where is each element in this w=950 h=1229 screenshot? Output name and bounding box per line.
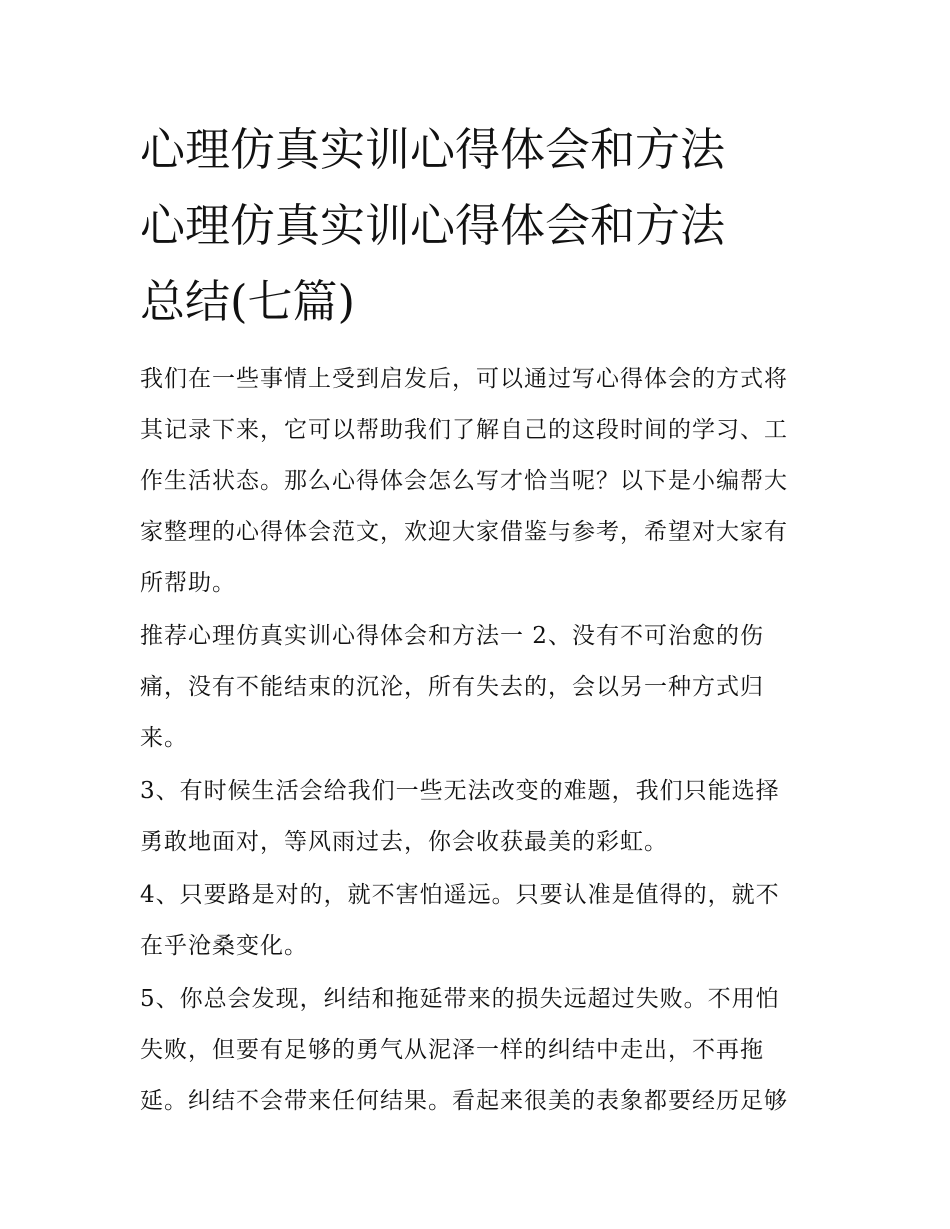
text-line: 失败，但要有足够的勇气从泥泽一样的纠结中走出，不再拖 [140, 1037, 764, 1063]
paragraph-item-4 [140, 870, 820, 972]
title-line: 心理仿真实训心得体会和方法 [140, 123, 726, 176]
paragraph-intro [140, 354, 820, 609]
text-line: 4、只要路是对的，就不害怕遥远。只要认准是值得的，就不 [140, 882, 780, 908]
text-line: 其记录下来，它可以帮助我们了解自己的这段时间的学习、工 [140, 417, 788, 443]
paragraph-item-5 [140, 974, 820, 1127]
document-page [140, 112, 820, 1129]
text-line: 在乎沧桑变化。 [140, 933, 308, 959]
text-line: 痛，没有不能结束的沉沦，所有失去的，会以另一种方式归 [140, 674, 764, 700]
text-line: 所帮助。 [140, 570, 236, 596]
text-line: 来。 [140, 725, 188, 751]
title-line: 总结(七篇) [140, 275, 356, 328]
text-line: 3、有时候生活会给我们一些无法改变的难题，我们只能选择 [140, 778, 780, 804]
title-line: 心理仿真实训心得体会和方法 [140, 199, 726, 252]
text-line: 推荐心理仿真实训心得体会和方法一 2、没有不可治愈的伤 [140, 623, 764, 649]
text-line: 家整理的心得体会范文，欢迎大家借鉴与参考，希望对大家有 [140, 519, 788, 545]
document-body [140, 354, 820, 1127]
text-line: 延。纠结不会带来任何结果。看起来很美的表象都要经历足够 [140, 1088, 788, 1114]
paragraph-item-3 [140, 766, 820, 868]
text-line: 勇敢地面对，等风雨过去，你会收获最美的彩虹。 [140, 829, 668, 855]
document-title [140, 112, 820, 340]
text-line: 作生活状态。那么心得体会怎么写才恰当呢？以下是小编帮大 [140, 468, 788, 494]
text-line: 5、你总会发现，纠结和拖延带来的损失远超过失败。不用怕 [140, 986, 780, 1012]
paragraph-item-2 [140, 611, 820, 764]
text-line: 我们在一些事情上受到启发后，可以通过写心得体会的方式将 [140, 366, 788, 392]
